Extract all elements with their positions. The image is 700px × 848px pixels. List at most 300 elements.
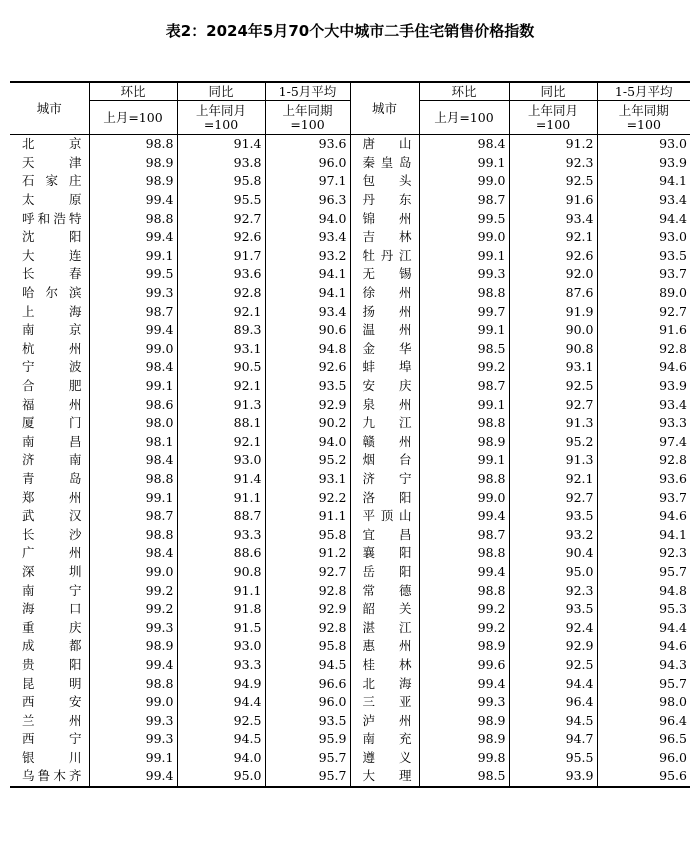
mom-value: 99.4 [419,563,509,582]
mom-value: 99.3 [89,730,177,749]
yoy-value: 95.2 [509,433,597,452]
city-name: 秦皇岛 [350,154,419,173]
table-row [10,433,690,452]
mom-value: 98.8 [89,470,177,489]
city-name: 厦门 [10,414,89,433]
city-name: 西宁 [10,730,89,749]
mom-value: 99.0 [89,340,177,359]
mom-value: 98.7 [419,191,509,210]
avg-value: 93.2 [265,247,350,266]
yoy-header-right: 同比 [509,82,597,101]
mom-value: 98.9 [89,172,177,191]
yoy-value: 91.4 [177,135,265,154]
table-row [10,767,690,787]
yoy-value: 93.2 [509,525,597,544]
yoy-value: 90.5 [177,358,265,377]
avg-value: 96.0 [265,154,350,173]
mom-value: 98.8 [419,414,509,433]
avg-value: 96.4 [597,711,690,730]
table-row [10,172,690,191]
city-name: 海口 [10,600,89,619]
yoy-value: 92.6 [509,247,597,266]
mom-value: 99.8 [419,749,509,768]
city-name: 襄阳 [350,544,419,563]
table-row [10,600,690,619]
city-name: 洛阳 [350,488,419,507]
mom-value: 98.0 [89,414,177,433]
avg-value: 92.8 [597,451,690,470]
avg-value: 92.2 [265,488,350,507]
yoy-value: 93.5 [509,507,597,526]
avg-value: 96.3 [265,191,350,210]
table-row [10,730,690,749]
city-name: 济南 [10,451,89,470]
mom-value: 99.4 [89,191,177,210]
yoy-value: 90.4 [509,544,597,563]
mom-value: 98.8 [419,544,509,563]
mom-value: 99.1 [419,154,509,173]
avg-value: 95.9 [265,730,350,749]
city-name: 平顶山 [350,507,419,526]
yoy-value: 93.1 [177,340,265,359]
city-name: 九江 [350,414,419,433]
city-name: 天津 [10,154,89,173]
avg-value: 92.9 [265,600,350,619]
table-row [10,340,690,359]
yoy-value: 90.8 [177,563,265,582]
city-name: 金华 [350,340,419,359]
yoy-value: 92.7 [177,209,265,228]
city-name: 深圳 [10,563,89,582]
mom-header: 环比 [89,82,177,101]
mom-value: 98.4 [89,358,177,377]
avg-value: 95.7 [597,563,690,582]
city-name: 南昌 [10,433,89,452]
city-name: 西安 [10,693,89,712]
city-name: 广州 [10,544,89,563]
avg-value: 93.9 [597,377,690,396]
avg-value: 95.3 [597,600,690,619]
mom-value: 99.1 [89,247,177,266]
yoy-value: 94.4 [509,674,597,693]
yoy-value: 91.3 [177,395,265,414]
avg-value: 94.0 [265,209,350,228]
mom-value: 98.8 [419,284,509,303]
mom-value: 99.1 [89,488,177,507]
yoy-value: 94.7 [509,730,597,749]
avg-header-right: 1-5月平均 [597,82,690,101]
mom-value: 98.8 [419,470,509,489]
yoy-value: 95.8 [177,172,265,191]
mom-value: 98.5 [419,767,509,787]
yoy-value: 90.0 [509,321,597,340]
table-row [10,358,690,377]
mom-value: 99.4 [89,767,177,787]
city-name: 北京 [10,135,89,154]
table-row [10,302,690,321]
avg-value: 94.6 [597,637,690,656]
yoy-value: 91.4 [177,470,265,489]
table-row [10,228,690,247]
table-row [10,154,690,173]
mom-value: 99.7 [419,302,509,321]
yoy-value: 88.6 [177,544,265,563]
avg-header: 1-5月平均 [265,82,350,101]
avg-value: 93.6 [597,470,690,489]
table-row [10,581,690,600]
city-name: 三亚 [350,693,419,712]
avg-value: 95.7 [265,749,350,768]
city-name: 郑州 [10,488,89,507]
mom-value: 99.3 [89,284,177,303]
table-title: 表2：2024年5月70个大中城市二手住宅销售价格指数 [165,22,535,40]
mom-value: 99.2 [419,618,509,637]
yoy-value: 92.4 [509,618,597,637]
city-name: 杭州 [10,340,89,359]
avg-value: 98.0 [597,693,690,712]
city-name: 宜昌 [350,525,419,544]
city-name: 呼和浩特 [10,209,89,228]
mom-value: 98.8 [89,674,177,693]
avg-value: 94.8 [597,581,690,600]
mom-value: 98.1 [89,433,177,452]
city-name: 包头 [350,172,419,191]
table-row [10,637,690,656]
city-name: 银川 [10,749,89,768]
yoy-value: 95.0 [509,563,597,582]
city-name: 重庆 [10,618,89,637]
city-name: 烟台 [350,451,419,470]
avg-value: 94.8 [265,340,350,359]
yoy-value: 93.3 [177,656,265,675]
avg-value: 96.6 [265,674,350,693]
mom-value: 99.0 [89,693,177,712]
city-name: 成都 [10,637,89,656]
city-name: 锦州 [350,209,419,228]
mom-value: 99.1 [419,395,509,414]
city-name: 合肥 [10,377,89,396]
yoy-value: 91.3 [509,451,597,470]
yoy-value: 95.5 [509,749,597,768]
city-name: 韶关 [350,600,419,619]
mom-value: 99.2 [419,358,509,377]
table-row [10,563,690,582]
avg-value: 89.0 [597,284,690,303]
city-name: 唐山 [350,135,419,154]
mom-value: 99.3 [89,618,177,637]
yoy-value: 87.6 [509,284,597,303]
city-name: 常德 [350,581,419,600]
yoy-value: 93.1 [509,358,597,377]
city-name: 桂林 [350,656,419,675]
yoy-value: 93.4 [509,209,597,228]
avg-value: 93.5 [265,377,350,396]
mom-value: 99.0 [89,563,177,582]
city-name: 贵阳 [10,656,89,675]
table-row [10,451,690,470]
avg-base-header-right: 上年同期=100 [597,101,690,135]
yoy-value: 93.3 [177,525,265,544]
city-name: 丹东 [350,191,419,210]
city-column-header-right: 城市 [350,82,419,135]
yoy-value: 91.6 [509,191,597,210]
avg-value: 94.6 [597,507,690,526]
avg-value: 92.8 [597,340,690,359]
mom-value: 99.1 [89,377,177,396]
city-name: 泸州 [350,711,419,730]
yoy-value: 91.3 [509,414,597,433]
yoy-value: 89.3 [177,321,265,340]
avg-value: 95.7 [597,674,690,693]
mom-value: 98.8 [89,209,177,228]
avg-value: 96.0 [597,749,690,768]
yoy-value: 92.1 [509,470,597,489]
table-row [10,693,690,712]
yoy-value: 92.8 [177,284,265,303]
mom-value: 99.2 [89,581,177,600]
yoy-value: 92.1 [177,302,265,321]
mom-value: 98.6 [89,395,177,414]
yoy-value: 96.4 [509,693,597,712]
table-row [10,395,690,414]
mom-value: 98.9 [89,637,177,656]
table-row [10,470,690,489]
mom-value: 99.5 [419,209,509,228]
yoy-value: 90.8 [509,340,597,359]
avg-value: 92.6 [265,358,350,377]
avg-value: 95.7 [265,767,350,787]
avg-value: 93.9 [597,154,690,173]
yoy-value: 94.9 [177,674,265,693]
avg-value: 92.7 [265,563,350,582]
city-name: 安庆 [350,377,419,396]
yoy-value: 92.1 [509,228,597,247]
yoy-value: 93.0 [177,637,265,656]
mom-value: 99.4 [419,674,509,693]
mom-value: 98.9 [419,637,509,656]
yoy-value: 94.5 [509,711,597,730]
avg-value: 94.0 [265,433,350,452]
city-name: 南充 [350,730,419,749]
yoy-value: 92.5 [509,172,597,191]
table-row [10,191,690,210]
mom-value: 99.2 [89,600,177,619]
mom-value: 99.3 [89,711,177,730]
yoy-value: 91.8 [177,600,265,619]
mom-header-right: 环比 [419,82,509,101]
city-name: 泉州 [350,395,419,414]
mom-value: 98.4 [89,544,177,563]
yoy-value: 94.5 [177,730,265,749]
avg-value: 94.1 [265,284,350,303]
avg-value: 91.6 [597,321,690,340]
city-name: 大连 [10,247,89,266]
city-name: 青岛 [10,470,89,489]
avg-value: 95.8 [265,637,350,656]
avg-value: 90.6 [265,321,350,340]
mom-value: 98.8 [89,135,177,154]
yoy-value: 93.0 [177,451,265,470]
table-row [10,247,690,266]
yoy-value: 92.5 [177,711,265,730]
avg-value: 92.8 [265,581,350,600]
avg-value: 93.0 [597,228,690,247]
city-name: 哈尔滨 [10,284,89,303]
city-name: 蚌埠 [350,358,419,377]
city-name: 赣州 [350,433,419,452]
mom-value: 98.9 [419,730,509,749]
city-name: 牡丹江 [350,247,419,266]
avg-value: 92.3 [597,544,690,563]
avg-value: 91.2 [265,544,350,563]
avg-value: 93.6 [265,135,350,154]
avg-value: 93.0 [597,135,690,154]
yoy-value: 91.5 [177,618,265,637]
avg-value: 93.5 [265,711,350,730]
yoy-value: 93.5 [509,600,597,619]
table-row [10,321,690,340]
city-name: 上海 [10,302,89,321]
avg-value: 90.2 [265,414,350,433]
table-row [10,507,690,526]
city-name: 岳阳 [350,563,419,582]
yoy-value: 94.0 [177,749,265,768]
yoy-base-header-right: 上年同月=100 [509,101,597,135]
city-name: 遵义 [350,749,419,768]
city-column-header: 城市 [10,82,89,135]
mom-value: 99.1 [89,749,177,768]
table-row [10,377,690,396]
mom-value: 99.3 [419,265,509,284]
mom-value: 98.8 [419,581,509,600]
city-name: 济宁 [350,470,419,489]
avg-value: 93.4 [265,228,350,247]
city-name: 石家庄 [10,172,89,191]
yoy-value: 95.5 [177,191,265,210]
mom-value: 99.1 [419,247,509,266]
yoy-value: 92.6 [177,228,265,247]
mom-value: 98.5 [419,340,509,359]
avg-value: 94.6 [597,358,690,377]
avg-value: 94.1 [597,172,690,191]
yoy-value: 95.0 [177,767,265,787]
yoy-value: 92.3 [509,581,597,600]
mom-value: 98.9 [419,433,509,452]
avg-value: 97.1 [265,172,350,191]
avg-value: 94.5 [265,656,350,675]
avg-value: 93.4 [265,302,350,321]
yoy-value: 92.9 [509,637,597,656]
yoy-value: 92.3 [509,154,597,173]
avg-value: 95.6 [597,767,690,787]
mom-value: 99.4 [89,228,177,247]
table-row [10,674,690,693]
avg-value: 96.0 [265,693,350,712]
avg-value: 94.4 [597,209,690,228]
table-row [10,656,690,675]
city-name: 吉林 [350,228,419,247]
mom-value: 99.0 [419,488,509,507]
city-name: 福州 [10,395,89,414]
avg-value: 93.4 [597,191,690,210]
city-name: 湛江 [350,618,419,637]
avg-value: 93.3 [597,414,690,433]
mom-value: 99.4 [89,321,177,340]
mom-value: 98.8 [89,525,177,544]
city-name: 长沙 [10,525,89,544]
city-name: 惠州 [350,637,419,656]
yoy-value: 91.1 [177,488,265,507]
avg-value: 94.1 [597,525,690,544]
mom-value: 98.7 [419,525,509,544]
yoy-value: 92.0 [509,265,597,284]
mom-value: 99.4 [419,507,509,526]
avg-value: 93.4 [597,395,690,414]
mom-value: 99.3 [419,693,509,712]
mom-value: 98.4 [419,135,509,154]
mom-value: 98.9 [419,711,509,730]
city-name: 无锡 [350,265,419,284]
avg-value: 91.1 [265,507,350,526]
mom-value: 98.7 [89,302,177,321]
yoy-value: 92.1 [177,377,265,396]
table-row [10,488,690,507]
yoy-value: 92.1 [177,433,265,452]
mom-value: 99.0 [419,172,509,191]
avg-value: 93.1 [265,470,350,489]
mom-value: 99.4 [89,656,177,675]
table-row [10,135,690,154]
city-name: 沈阳 [10,228,89,247]
yoy-value: 93.6 [177,265,265,284]
avg-value: 93.5 [597,247,690,266]
yoy-value: 88.7 [177,507,265,526]
avg-value: 92.8 [265,618,350,637]
yoy-value: 88.1 [177,414,265,433]
yoy-value: 94.4 [177,693,265,712]
avg-value: 95.8 [265,525,350,544]
yoy-value: 93.9 [509,767,597,787]
city-name: 兰州 [10,711,89,730]
table-row [10,414,690,433]
city-name: 南宁 [10,581,89,600]
city-name: 扬州 [350,302,419,321]
yoy-value: 91.2 [509,135,597,154]
city-name: 长春 [10,265,89,284]
mom-value: 99.1 [419,321,509,340]
table-row [10,525,690,544]
city-name: 北海 [350,674,419,693]
price-index-table [10,81,690,788]
city-name: 大理 [350,767,419,787]
table-row [10,618,690,637]
avg-value: 94.4 [597,618,690,637]
avg-base-header: 上年同期=100 [265,101,350,135]
mom-base-header: 上月=100 [89,101,177,135]
avg-value: 96.5 [597,730,690,749]
city-name: 南京 [10,321,89,340]
avg-value: 95.2 [265,451,350,470]
yoy-value: 92.5 [509,656,597,675]
yoy-value: 91.7 [177,247,265,266]
mom-value: 99.2 [419,600,509,619]
yoy-value: 92.7 [509,488,597,507]
mom-value: 99.6 [419,656,509,675]
avg-value: 92.7 [597,302,690,321]
yoy-value: 91.9 [509,302,597,321]
table-row [10,749,690,768]
mom-base-header-right: 上月=100 [419,101,509,135]
